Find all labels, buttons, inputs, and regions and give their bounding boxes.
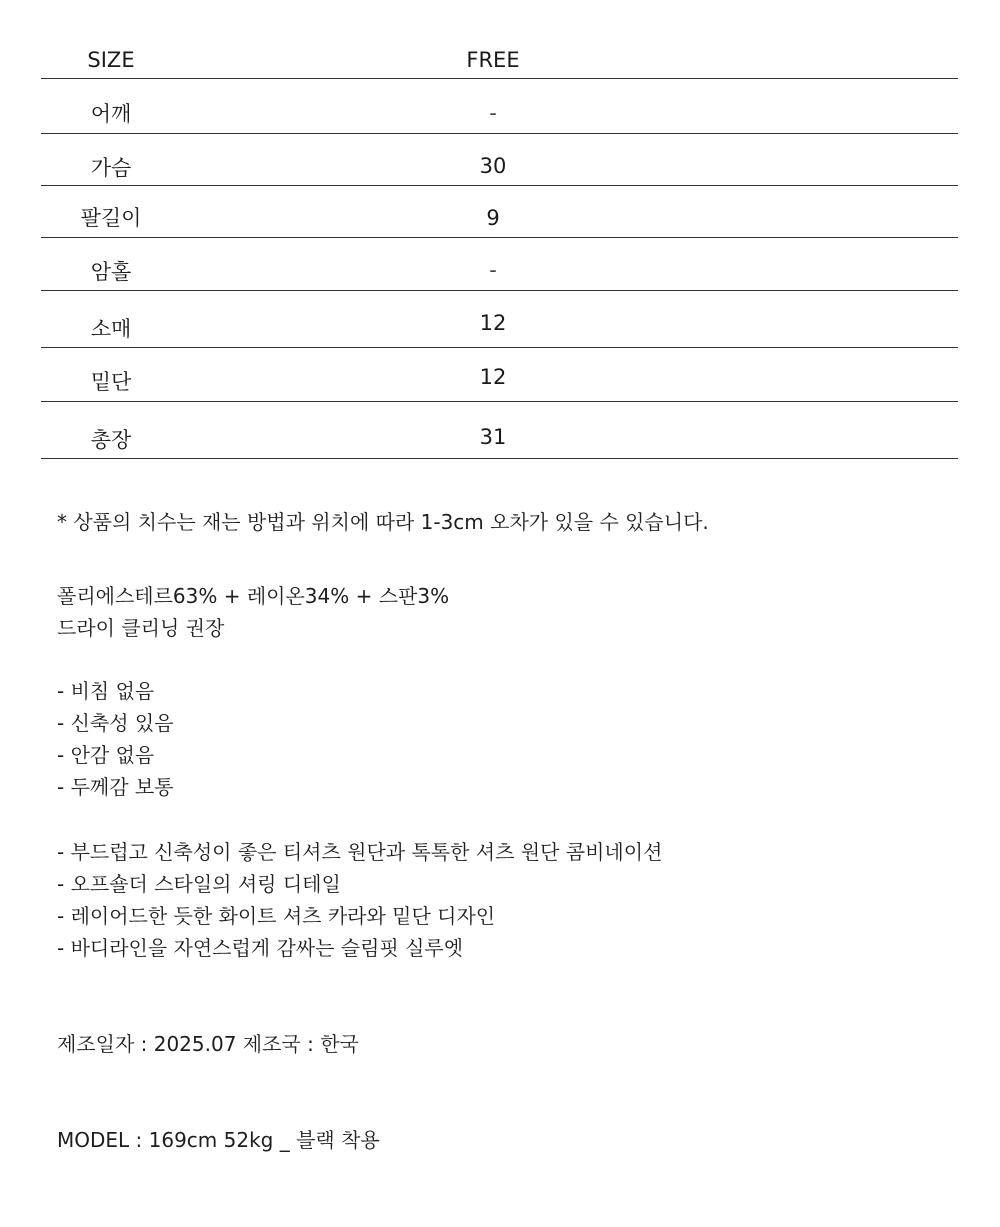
row-value: - <box>489 101 497 125</box>
list-item: - 레이어드한 듯한 화이트 셔츠 카라와 밑단 디자인 <box>57 904 496 928</box>
manufacture-info <box>57 1028 359 1060</box>
row-value: - <box>489 258 497 282</box>
table-row <box>41 402 958 459</box>
row-value: 12 <box>479 365 507 389</box>
model-info <box>57 1124 380 1156</box>
list-item: - 안감 없음 <box>57 743 155 767</box>
row-label: 총장 <box>90 428 132 452</box>
table-row <box>41 348 958 402</box>
list-item: - 신축성 있음 <box>57 711 174 735</box>
row-label: 가슴 <box>90 156 132 180</box>
row-value: 9 <box>486 206 500 230</box>
note-text: * 상품의 치수는 재는 방법과 위치에 따라 1-3cm 오차가 있을 수 있습니다. <box>57 510 709 534</box>
measurement-note <box>57 506 709 538</box>
list-item: - 오프숄더 스타일의 셔링 디테일 <box>57 872 341 896</box>
table-row <box>41 186 958 238</box>
row-label: 소매 <box>90 317 132 341</box>
table-header-row <box>41 36 958 79</box>
row-label: 밑단 <box>90 370 132 394</box>
row-value: 31 <box>479 425 507 449</box>
header-size-label: SIZE <box>87 48 135 72</box>
row-label: 어깨 <box>90 102 132 126</box>
list-item: - 비침 없음 <box>57 679 155 703</box>
table-row <box>41 79 958 134</box>
manufacture-text: 제조일자 : 2025.07 제조국 : 한국 <box>57 1032 359 1056</box>
list-item: - 두께감 보통 <box>57 775 174 799</box>
care-instruction: 드라이 클리닝 권장 <box>57 616 225 640</box>
model-text: MODEL : 169cm 52kg _ 블랙 착용 <box>57 1128 380 1152</box>
material-info <box>57 580 449 644</box>
row-label: 팔길이 <box>80 206 142 230</box>
row-value: 12 <box>479 311 507 335</box>
size-table <box>41 36 958 459</box>
table-row <box>41 134 958 186</box>
material-composition: 폴리에스테르63% + 레이온34% + 스판3% <box>57 584 450 608</box>
row-value: 30 <box>479 154 507 178</box>
list-item: - 부드럽고 신축성이 좋은 티셔츠 원단과 톡톡한 셔츠 원단 콤비네이션 <box>57 840 663 864</box>
row-label: 암홀 <box>90 260 132 284</box>
table-row <box>41 238 958 291</box>
list-item: - 바디라인을 자연스럽게 감싸는 슬림핏 실루엣 <box>57 936 464 960</box>
header-size-value: FREE <box>466 48 520 72</box>
table-row <box>41 291 958 348</box>
details-list <box>57 836 662 964</box>
properties-list <box>57 675 174 803</box>
